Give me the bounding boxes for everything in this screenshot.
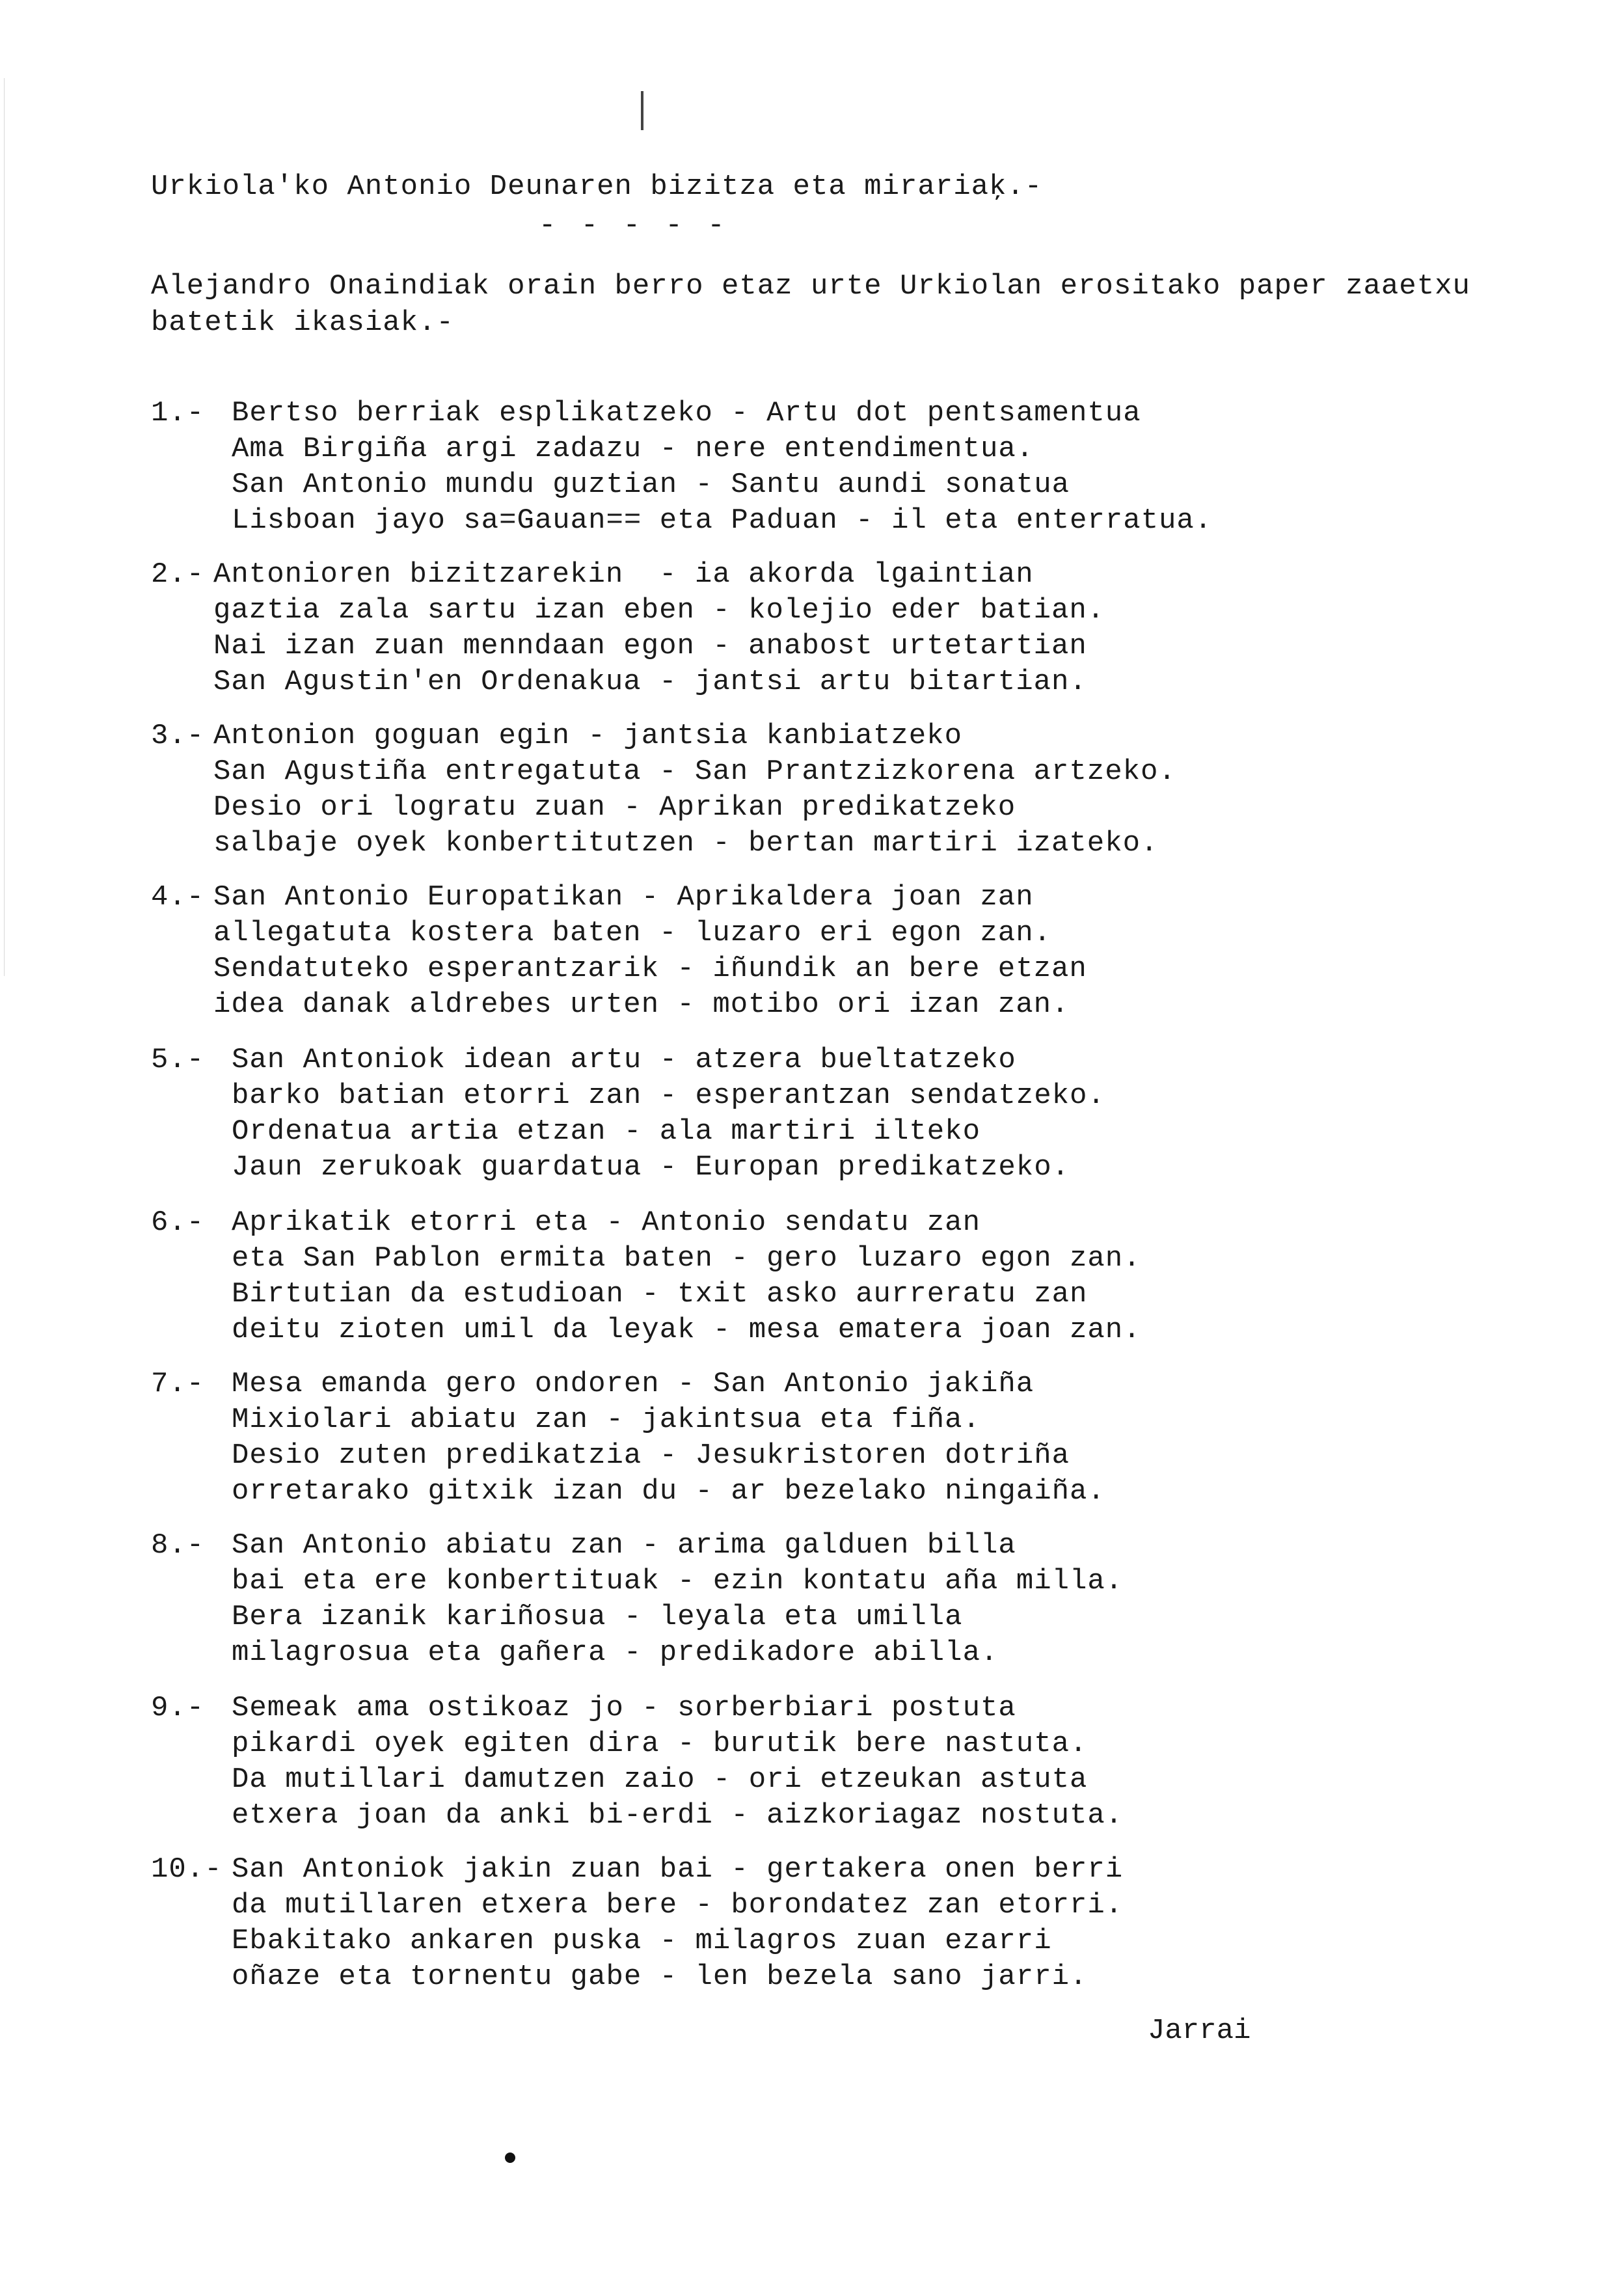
stanza-number: 8.-: [151, 1529, 205, 1562]
verse-line: Lisboan jayo sa=Gauan== eta Paduan - il eta enterratua.: [232, 504, 1213, 537]
verse-line: da mutillaren etxera bere - borondatez zan etorri.: [232, 1889, 1124, 1922]
verse-line: Sendatuteko esperantzarik - iñundik an bere etzan: [213, 953, 1087, 985]
page-mark: [641, 91, 643, 130]
verse-line: Da mutillari damutzen zaio - ori etzeukan astuta: [232, 1763, 1088, 1796]
stanza-number: 4.-: [151, 881, 205, 914]
stanza-number: 9.-: [151, 1692, 205, 1724]
verse-line: salbaje oyek konbertitutzen - bertan martiri izateko.: [213, 827, 1159, 860]
verse-line: Bertso berriak esplikatzeko - Artu dot pentsamentua: [232, 397, 1141, 429]
verse-line: Antonion goguan egin - jantsia kanbiatzeko: [213, 720, 962, 752]
verse-line: Ordenatua artia etzan - ala martiri ilteko: [232, 1115, 981, 1148]
stanza-2: [151, 557, 1105, 700]
closing-word: Jarrai: [1148, 2015, 1251, 2047]
verse-line: Antonioren bizitzarekin - ia akorda lgaintian: [213, 558, 1034, 591]
verse-line: Mesa emanda gero ondoren - San Antonio jakiña: [232, 1368, 1035, 1400]
verse-line: deitu zioten umil da leyak - mesa ematera joan zan.: [232, 1314, 1141, 1346]
stanza-number: 10.-: [151, 1853, 223, 1886]
document-title: Urkiola'ko Antonio Deunaren bizitza eta mirariaķ.-: [151, 170, 1043, 203]
verse-line: Desio zuten predikatzia - Jesukristoren dotriña: [232, 1439, 1070, 1472]
stanza-4: [151, 880, 1087, 1023]
verse-line: eta San Pablon ermita baten - gero luzaro egon zan.: [232, 1242, 1141, 1275]
verse-line: Aprikatik etorri eta - Antonio sendatu zan: [232, 1206, 981, 1239]
stanza-number: 3.-: [151, 720, 205, 752]
verse-line: oñaze eta tornentu gabe - len bezela sano jarri.: [232, 1961, 1088, 1993]
stanza-number: 2.-: [151, 558, 205, 591]
stanza-number: 7.-: [151, 1368, 205, 1400]
verse-line: Jaun zerukoak guardatua - Europan predikatzeko.: [232, 1151, 1070, 1184]
verse-line: San Antonio mundu guztian - Santu aundi sonatua: [232, 469, 1070, 501]
stanza-6: [151, 1205, 1141, 1348]
verse-line: Birtutian da estudioan - txit asko aurreratu zan: [232, 1278, 1088, 1311]
stanza-number: 5.-: [151, 1044, 205, 1076]
stanza-8: [151, 1528, 1123, 1671]
verse-line: Ebakitako ankaren puska - milagros zuan ezarri: [232, 1925, 1052, 1957]
verse-line: gaztia zala sartu izan eben - kolejio eder batian.: [213, 594, 1105, 627]
verse-line: San Antonio abiatu zan - arima galduen billa: [232, 1529, 1016, 1562]
verse-line: San Antoniok idean artu - atzera bueltatzeko: [232, 1044, 1016, 1076]
stanza-1: [151, 396, 1212, 539]
title-underline: - - - - -: [539, 210, 729, 242]
verse-line: Bera izanik kariñosua - leyala eta umilla: [232, 1601, 963, 1633]
stanza-10: [151, 1852, 1123, 1995]
verse-line: pikardi oyek egiten dira - burutik bere nastuta.: [232, 1728, 1088, 1760]
verse-line: etxera joan da anki bi-erdi - aizkoriagaz nostuta.: [232, 1799, 1124, 1832]
stanza-9: [151, 1691, 1123, 1834]
intro-paragraph: Alejandro Onaindiak orain berro etaz urte Urkiolan erositako paper zaaetxu batetik ikasiak.-: [151, 270, 1470, 339]
verse-line: bai eta ere konbertituak - ezin kontatu aña milla.: [232, 1565, 1124, 1597]
stanza-5: [151, 1042, 1105, 1186]
verse-line: Nai izan zuan menndaan egon - anabost urtetartian: [213, 630, 1087, 662]
page-dot: [505, 2153, 515, 2163]
verse-line: San Agustiña entregatuta - San Prantzizkorena artzeko.: [213, 755, 1176, 788]
stanza-7: [151, 1366, 1105, 1510]
verse-line: San Antoniok jakin zuan bai - gertakera onen berri: [232, 1853, 1124, 1886]
stanza-number: 6.-: [151, 1206, 205, 1239]
verse-line: barko batian etorri zan - esperantzan sendatzeko.: [232, 1080, 1105, 1112]
verse-line: Desio ori logratu zuan - Aprikan predikatzeko: [213, 791, 1016, 824]
verse-line: orretarako gitxik izan du - ar bezelako ningaiña.: [232, 1475, 1105, 1508]
verse-line: Semeak ama ostikoaz jo - sorberbiari postuta: [232, 1692, 1016, 1724]
verse-line: Ama Birgiña argi zadazu - nere entendimentua.: [232, 433, 1035, 465]
stanza-number: 1.-: [151, 397, 205, 429]
verse-line: allegatuta kostera baten - luzaro eri egon zan.: [213, 917, 1052, 949]
verse-line: Mixiolari abiatu zan - jakintsua eta fiña.: [232, 1404, 981, 1436]
verse-line: milagrosua eta gañera - predikadore abilla.: [232, 1637, 999, 1669]
verse-line: San Antonio Europatikan - Aprikaldera joan zan: [213, 881, 1034, 914]
verse-line: San Agustin'en Ordenakua - jantsi artu bitartian.: [213, 666, 1087, 698]
stanza-3: [151, 718, 1176, 862]
page-margin-line: [4, 78, 5, 976]
verse-line: idea danak aldrebes urten - motibo ori izan zan.: [213, 988, 1070, 1021]
